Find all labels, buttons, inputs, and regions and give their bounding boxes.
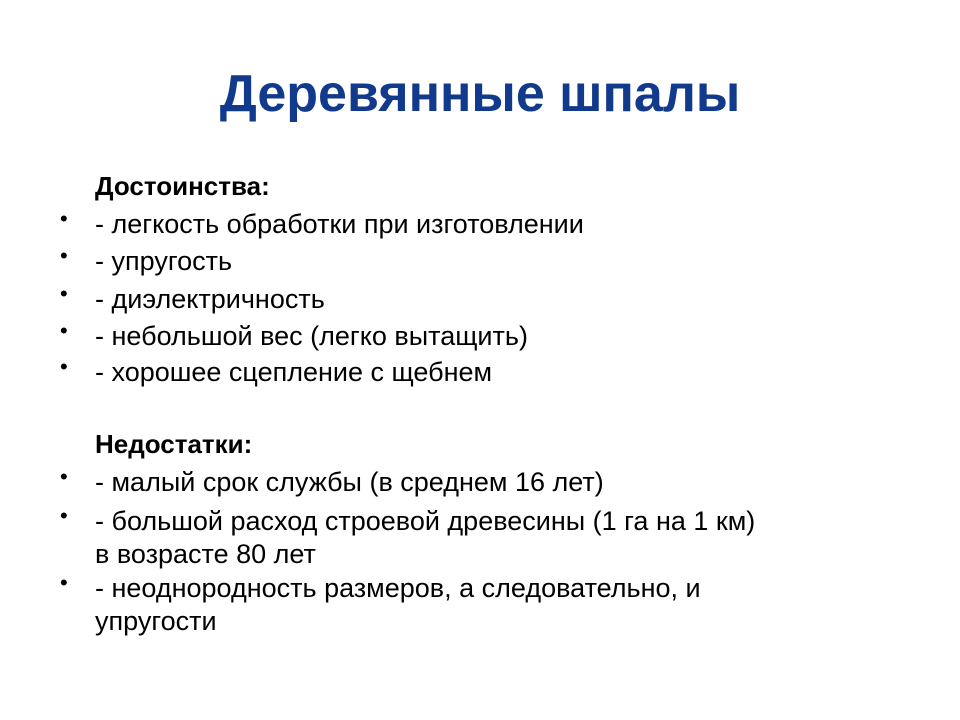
bullet-icon: • <box>60 570 68 595</box>
bullet-icon: • <box>60 503 68 528</box>
advantage-item-text: - диэлектричность <box>95 284 325 314</box>
advantage-item-text: - хорошее сцепление с щебнем <box>95 357 493 387</box>
disadvantage-item-text: - большой расход строевой древесины (1 га на 1 км) в возрасте 80 лет <box>95 506 756 569</box>
bullet-icon: • <box>60 243 68 268</box>
slide-title: Деревянные шпалы <box>219 65 741 123</box>
advantage-item-text: - легкость обработки при изготовлении <box>95 209 584 239</box>
bullet-icon: • <box>60 464 68 489</box>
bullet-icon: • <box>60 354 68 379</box>
advantage-item-text: - небольшой вес (легко вытащить) <box>95 321 528 351</box>
disadvantages-heading: Недостатки: <box>95 429 253 459</box>
bullet-icon: • <box>60 318 68 343</box>
bullet-icon: • <box>60 281 68 306</box>
advantages-heading: Достоинства: <box>95 171 270 201</box>
bullet-icon: • <box>60 206 68 231</box>
disadvantage-item-text: - неоднородность размеров, а следовательно, и упругости <box>95 573 701 636</box>
advantage-item-text: - упругость <box>95 246 233 276</box>
disadvantage-item-text: - малый срок службы (в среднем 16 лет) <box>95 467 604 497</box>
